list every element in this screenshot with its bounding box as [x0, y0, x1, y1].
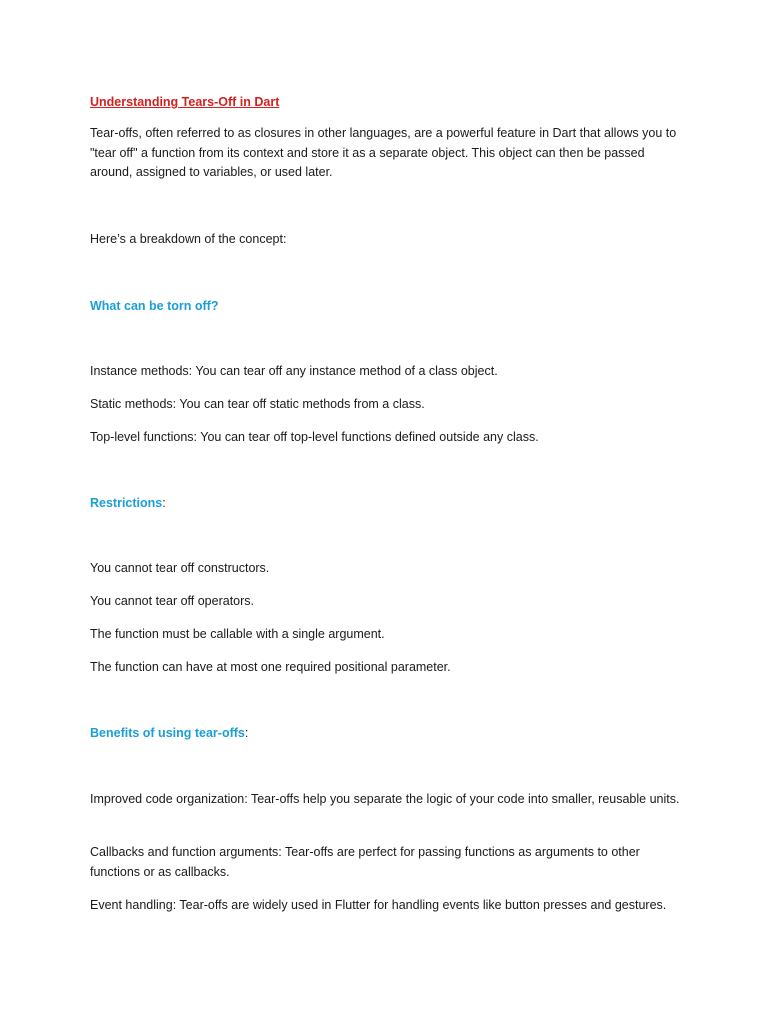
intro-paragraph: Tear-offs, often referred to as closures in other languages, are a powerful feature in Dart that allows you to "tear off" a function from its context and store it as a separate object. This object can then be passed around, assigned to variables, or used later.	[90, 126, 677, 179]
list-item: Top-level functions: You can tear off top-level functions defined outside any class.	[90, 430, 539, 444]
list-item: You cannot tear off operators.	[90, 594, 255, 608]
section-heading-restrictions	[90, 493, 690, 513]
list-item: Callbacks and function arguments: Tear-offs are perfect for passing functions as arguments to other functions or as callbacks.	[90, 845, 640, 879]
section-heading-suffix: :	[244, 726, 249, 740]
list-item: Instance methods: You can tear off any instance method of a class object.	[90, 364, 498, 378]
list-item: Improved code organization: Tear-offs help you separate the logic of your code into smaller, reusable units.	[90, 792, 680, 806]
section-heading-suffix: :	[162, 496, 166, 510]
section-heading-text: Restrictions	[90, 496, 163, 510]
document-title: Understanding Tears-Off in Dart	[90, 95, 280, 109]
breakdown-paragraph: Here’s a breakdown of the concept:	[90, 232, 287, 246]
list-item: Static methods: You can tear off static methods from a class.	[90, 397, 425, 411]
section-heading-torn-off	[90, 296, 690, 316]
list-item: Event handling: Tear-offs are widely used in Flutter for handling events like button presses and gestures.	[90, 898, 667, 912]
list-item: The function can have at most one required positional parameter.	[90, 660, 451, 674]
section-heading-benefits	[90, 723, 690, 743]
section-heading-text: What can be torn off?	[90, 299, 219, 313]
list-item: The function must be callable with a single argument.	[90, 627, 385, 641]
section-heading-text: Benefits of using tear-offs	[90, 726, 245, 740]
list-item: You cannot tear off constructors.	[90, 561, 270, 575]
